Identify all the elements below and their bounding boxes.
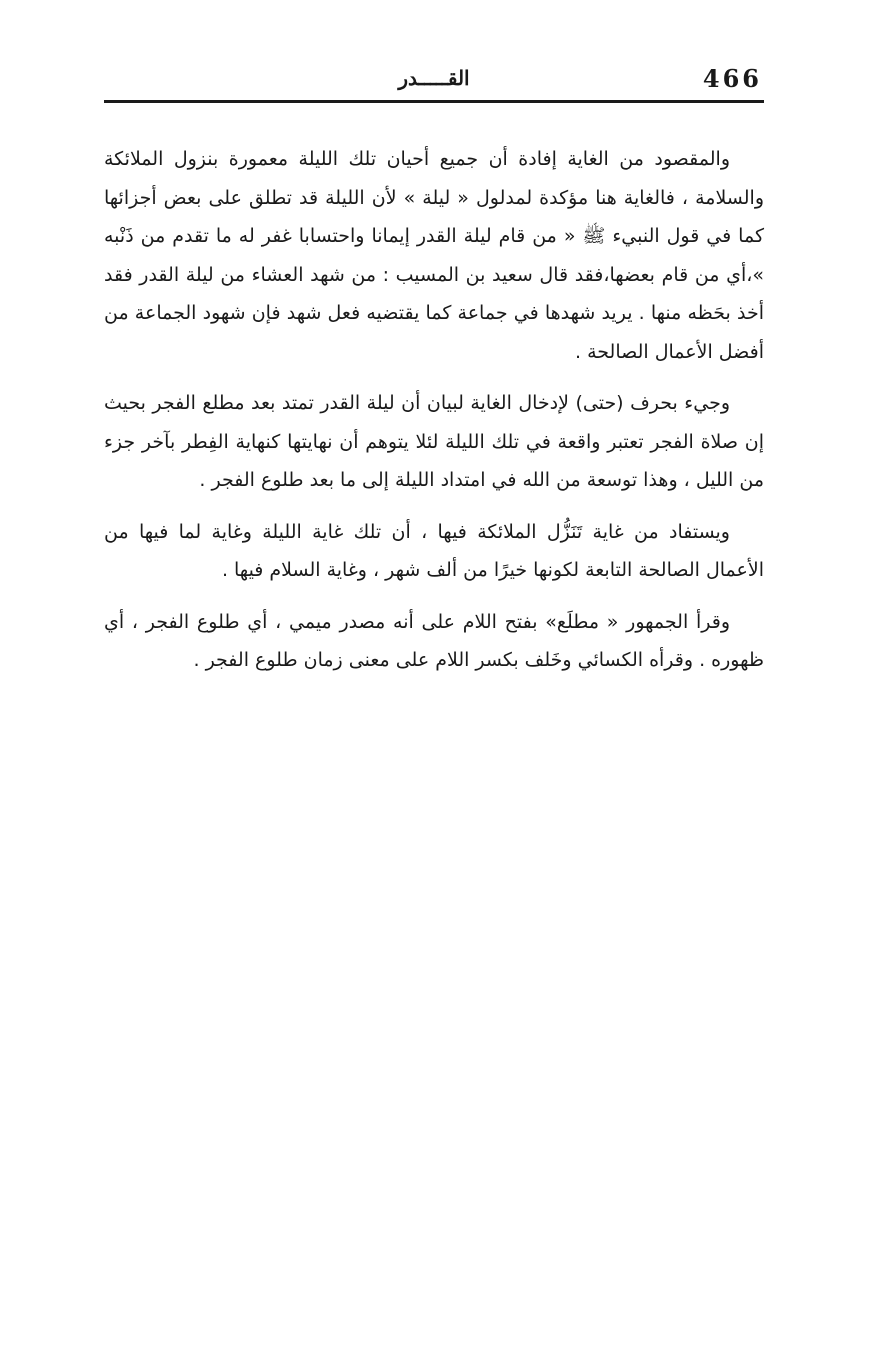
page-header (104, 62, 764, 103)
paragraph-3: ويستفاد من غاية تَنَزُّل الملائكة فيها ، أن تلك غاية الليلة وغاية لما فيها من الأعمال الصالحة التابعة لكونها خيرًا من ألف شهر ، وغاية السلام فيها . (104, 520, 764, 581)
paragraph-1: والمقصود من الغاية إفادة أن جميع أحيان تلك الليلة معمورة بنزول الملائكة والسلامة ، فالغاية هنا مؤكدة لمدلول « ليلة » لأن الليلة قد تطلق على بعض أجزائها كما في قول النبيء ﷺ « من قام ليلة القدر إيمانا واحتسابا غفر له ما تقدم من ذَنْبه »،أي من قام بعضها،فقد قال سعيد بن المسيب : من شهد العشاء من ليلة القدر فقد أخذ بحَظه منها . يريد شهدها في جماعة كما يقتضيه فعل شهد فإن شهود الجماعة من أفضل الأعمال الصالحة . (104, 148, 764, 363)
page-number: 466 (702, 64, 762, 93)
body-text (104, 140, 764, 693)
paragraph-4: وقرأ الجمهور « مطلَع» بفتح اللام على أنه مصدر ميمي ، أي طلوع الفجر ، أي ظهوره . وقرأه الكسائي وخَلف بكسر اللام على معنى زمان طلوع الفجر . (104, 610, 764, 671)
paragraph-2: وجيء بحرف (حتى) لإدخال الغاية لبيان أن ليلة القدر تمتد بعد مطلع الفجر بحيث إن صلاة الفجر تعتبر واقعة في تلك الليلة لئلا يتوهم أن نهايتها كنهاية الفِطر بآخر جزء من الليل ، وهذا توسعة من الله في امتداد الليلة إلى ما بعد طلوع الفجر . (104, 392, 764, 491)
running-title: القـــــدر (398, 66, 470, 90)
